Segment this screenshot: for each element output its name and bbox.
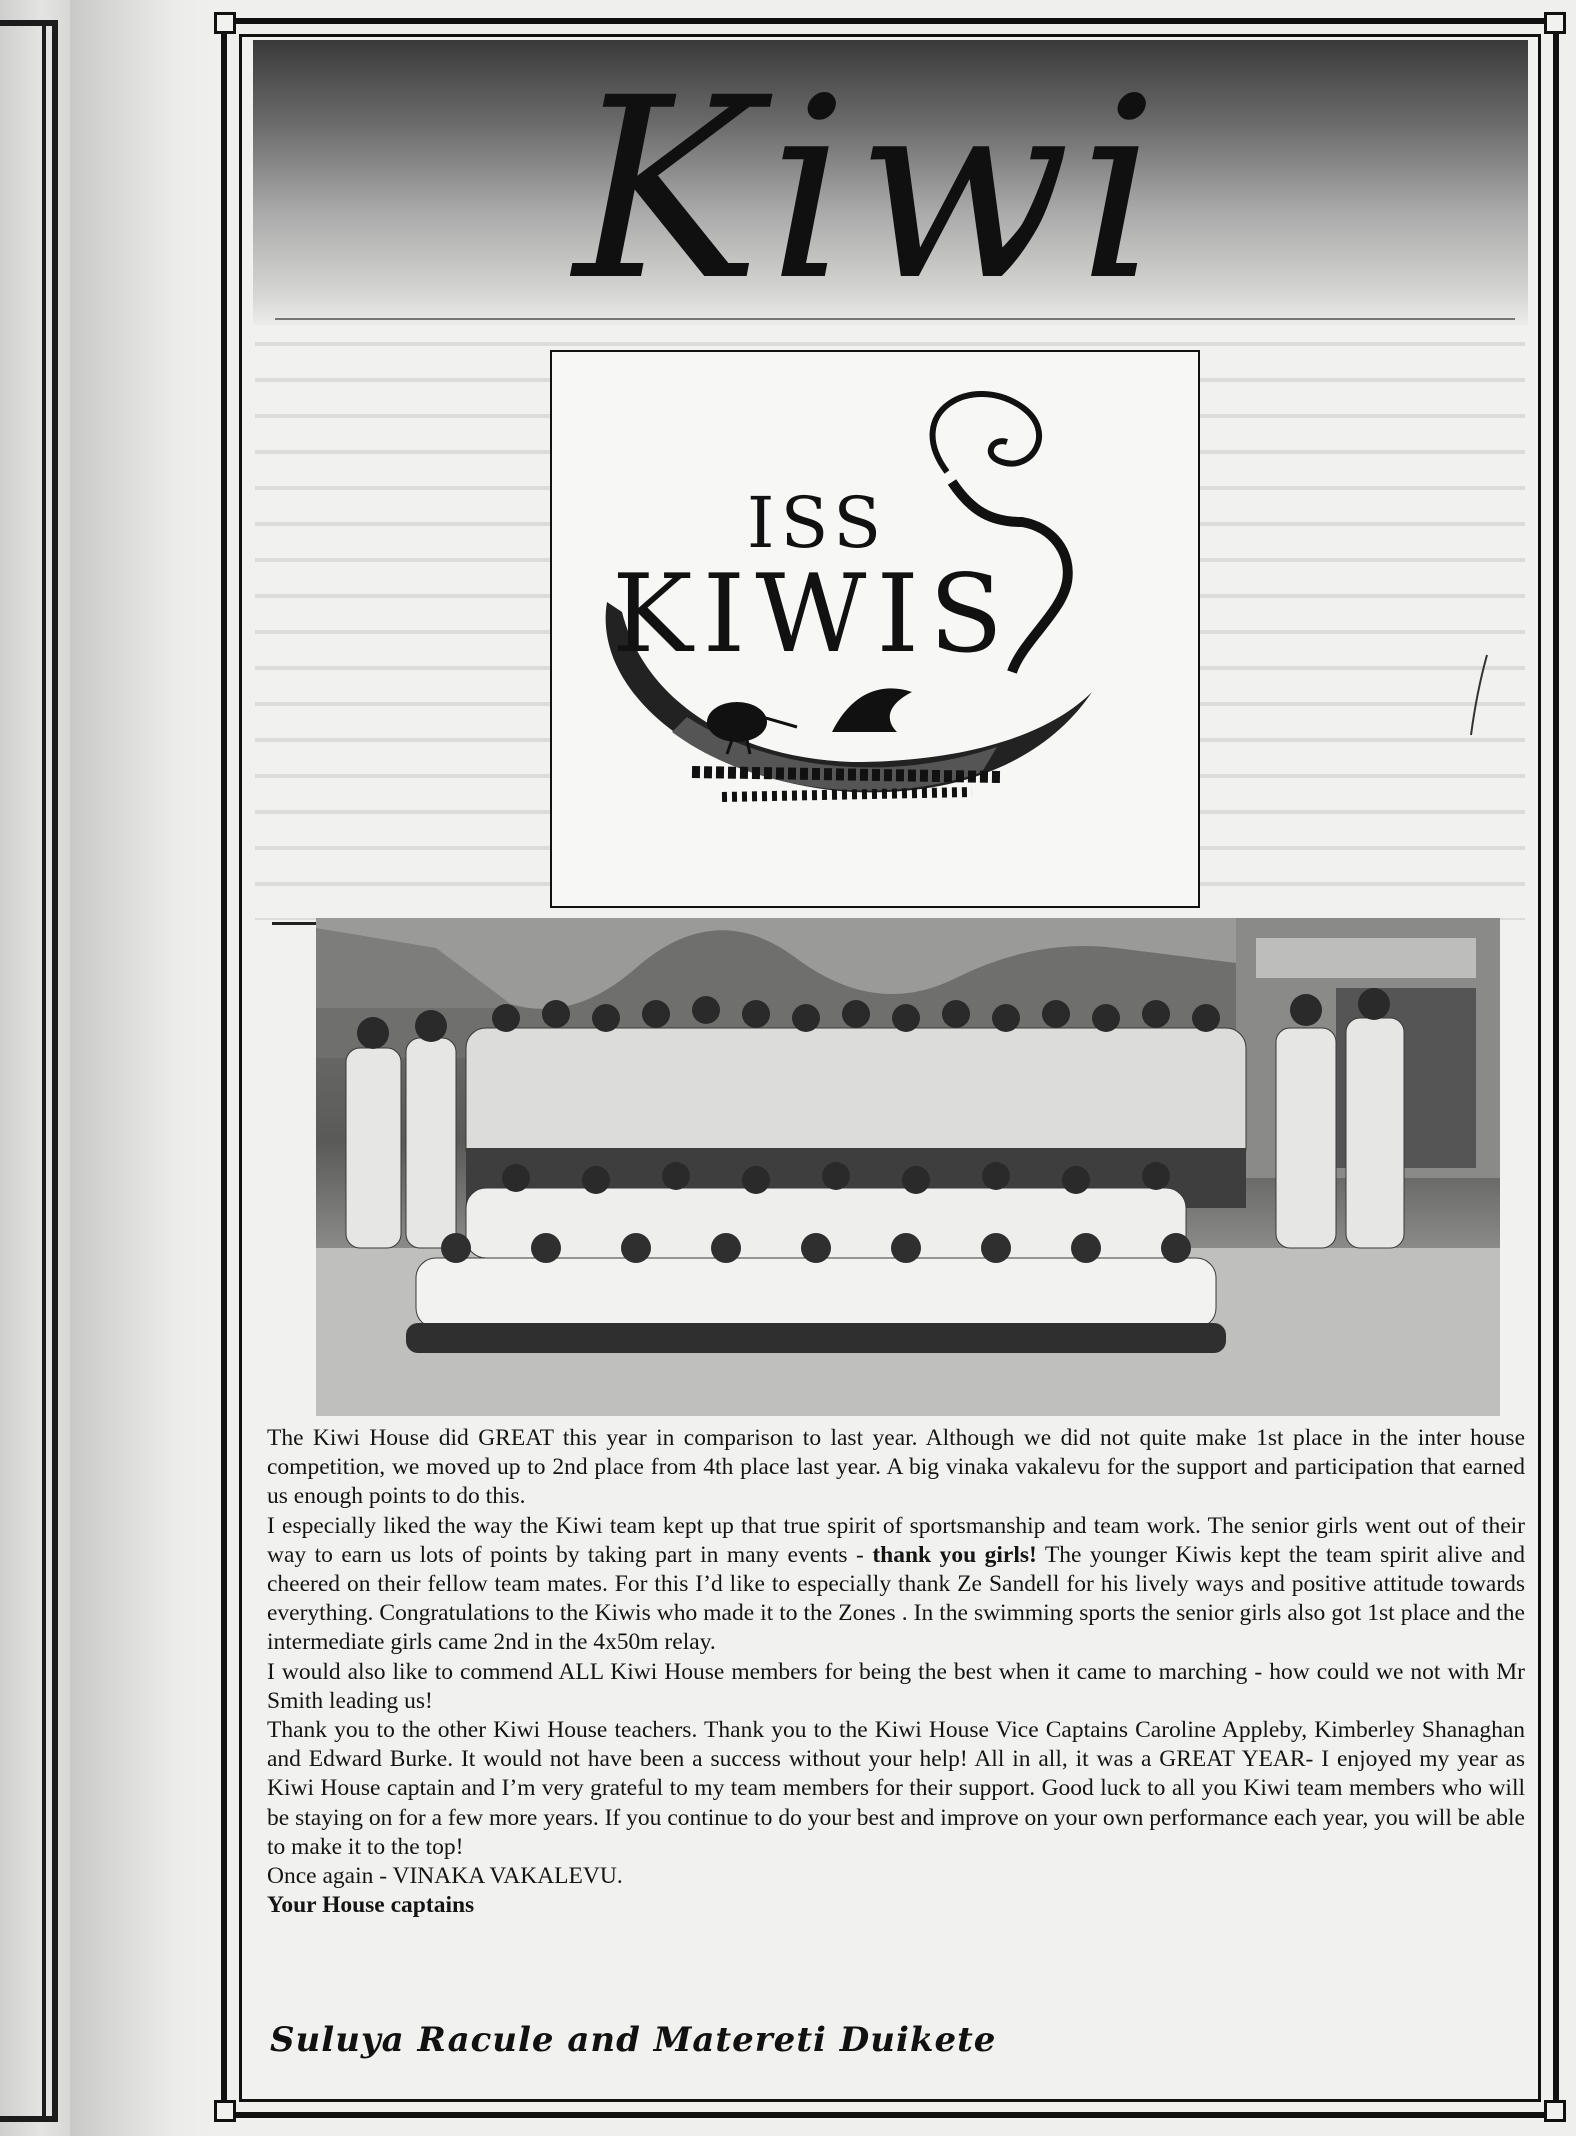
paragraph <box>267 1512 1525 1658</box>
bold-text: thank you girls! <box>872 1541 1037 1568</box>
article-body <box>267 1424 1525 1920</box>
spine-shadow <box>70 0 220 2136</box>
paragraph: Thank you to the other Kiwi House teachers. Thank you to the Kiwi House Vice Captains Caroline Appleby, Kimberley Shanaghan and Edward Burke. It would not have been a success without your help! All in all, it was a GREAT YEAR- I enjoyed my year as Kiwi House captain and I’m very grateful to my team members for their support. Good luck to all you Kiwi team members who will be staying on for a few more years. If you continue to do your best and improve on your own performance each year, you will be able to make it to the top! <box>267 1717 1525 1860</box>
paragraph: I would also like to commend ALL Kiwi House members for being the best when it came to marching - how could we not with Mr Smith leading us! <box>267 1658 1525 1714</box>
logo-text-iss: ISS <box>746 482 888 564</box>
photo-mark <box>272 922 317 925</box>
signature: Suluya Racule and Matereti Duikete <box>270 2020 997 2060</box>
paragraph: Once again - VINAKA VAKALEVU. <box>267 1863 623 1890</box>
frame-corner <box>1544 12 1566 34</box>
paragraph: The Kiwi House did GREAT this year in comparison to last year. Although we did not quite make 1st place in the inter house competition, we moved up to 2nd place from 4th place last year. A big vinaka vakalevu for the support and participation that earned us enough points to do this. <box>267 1425 1525 1510</box>
logo-text-kiwis: KIWIS <box>612 552 1013 677</box>
group-photo <box>316 918 1500 1416</box>
page-title: Kiwi <box>573 44 1167 335</box>
frame-corner <box>214 2100 236 2122</box>
text-run: I especially liked the way the Kiwi team kept up that true spirit of sportsmanship and team work. The senior girls went out of their way to earn us lots of points by taking part in many events - <box>267 1512 1525 1568</box>
group-photo-image <box>316 918 1500 1416</box>
frame-corner <box>214 12 236 34</box>
pen-mark <box>1465 650 1495 740</box>
captains-label: Your House captains <box>267 1892 475 1919</box>
text-run: The younger Kiwis kept the team spirit alive and cheered on their fellow team mates. For this I’d like to especially thank Ze Sandell for his lively ways and positive attitude towards everything. Congratulations to the Kiwis who made it to the Zones . In the swimming sports the senior girls also got 1st place and the intermediate girls came 2nd in the 4x50m relay. <box>267 1541 1525 1656</box>
facing-page-edge <box>0 0 70 2136</box>
iss-kiwis-logo <box>550 350 1200 908</box>
frame-corner <box>1544 2100 1566 2122</box>
